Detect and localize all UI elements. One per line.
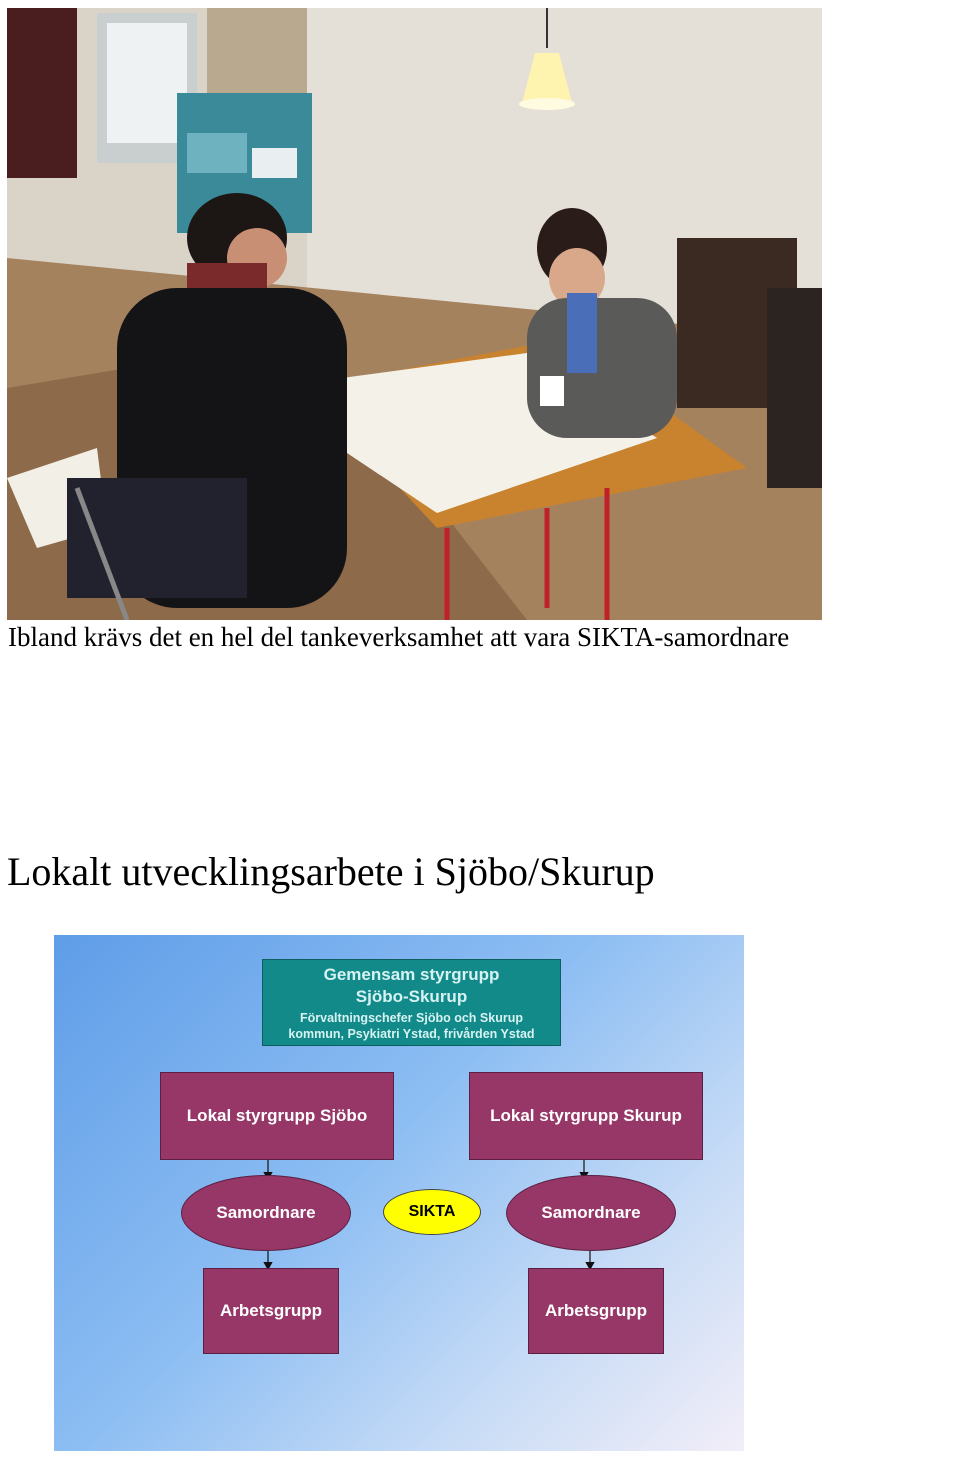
coordinator-right (506, 1175, 676, 1251)
local-group-skurup-label: Lokal styrgrupp Skurup (490, 1106, 682, 1125)
steering-group-members-1: Förvaltningschefer Sjöbo och Skurup (300, 1010, 523, 1025)
organization-diagram (54, 935, 744, 1451)
coordinator-left-label: Samordnare (216, 1203, 316, 1222)
local-group-sjobo (160, 1072, 394, 1160)
coordinator-right-label: Samordnare (541, 1203, 641, 1222)
section-heading: Lokalt utvecklingsarbete i Sjöbo/Skurup (7, 849, 655, 894)
meeting-photo (7, 8, 822, 620)
coordinator-left (181, 1175, 351, 1251)
local-group-skurup (469, 1072, 703, 1160)
local-group-sjobo-label: Lokal styrgrupp Sjöbo (186, 1106, 368, 1125)
meeting-photo-illustration (7, 8, 822, 620)
workgroup-left-label: Arbetsgrupp (220, 1301, 322, 1320)
sikta-label: SIKTA (408, 1203, 456, 1220)
steering-group-subtitle: Sjöbo-Skurup (355, 986, 468, 1006)
workgroup-left (203, 1268, 339, 1354)
photo-caption: Ibland krävs det en hel del tankeverksamhet att vara SIKTA-samordnare (8, 622, 790, 652)
sikta-node (383, 1189, 481, 1235)
steering-group-title: Gemensam styrgrupp (323, 964, 500, 984)
workgroup-right-label: Arbetsgrupp (545, 1301, 647, 1320)
steering-group-members-2: kommun, Psykiatri Ystad, frivården Ystad (288, 1026, 535, 1041)
steering-group-box (262, 959, 561, 1046)
workgroup-right (528, 1268, 664, 1354)
